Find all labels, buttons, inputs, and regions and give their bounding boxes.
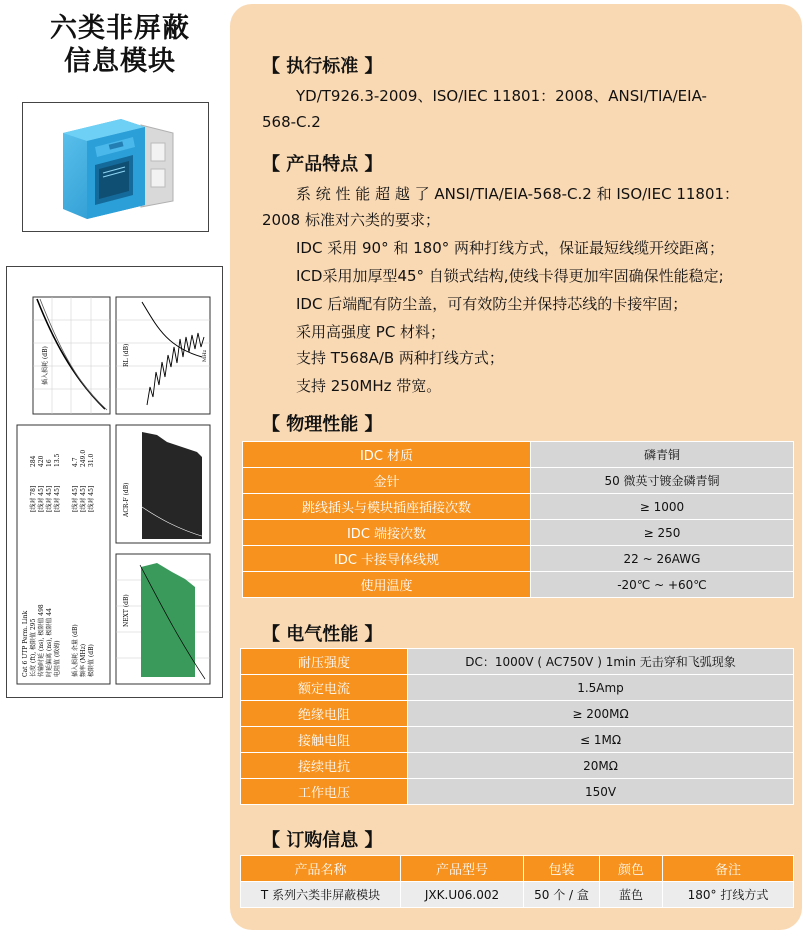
graph-label-insertion-loss: 插入损耗 (dB) — [42, 346, 49, 385]
electrical-row — [241, 779, 794, 805]
electrical-row — [241, 649, 794, 675]
report-line-2: 传输时延 (ns), 极限值 498 — [38, 604, 45, 677]
title-line-1: 六类非屏蔽 — [50, 13, 190, 44]
physical-row — [243, 520, 794, 546]
electrical-table — [240, 648, 794, 805]
report-line-6: 频率 (MHz) — [80, 643, 87, 677]
order-header-row — [241, 856, 794, 882]
physical-key: IDC 材质 — [243, 442, 531, 468]
physical-key: 跳线插头与模块插座插接次数 — [243, 494, 531, 520]
electrical-value: DC：1000V ( AC750V ) 1min 无击穿和飞弧现象 — [408, 649, 794, 675]
electrical-value: 20MΩ — [408, 753, 794, 779]
test-report-graphs — [7, 267, 222, 697]
report-pair-1: [线对 45] — [38, 485, 45, 512]
standard-line-2: 568-C.2 — [262, 113, 321, 131]
feature-line-8: 支持 250MHz 带宽。 — [296, 377, 442, 395]
electrical-row — [241, 675, 794, 701]
report-line-4: 电阻值 (欧姆) — [54, 640, 61, 677]
electrical-key: 额定电流 — [241, 675, 408, 701]
physical-key: 金针 — [243, 468, 531, 494]
report-val-2: 16 — [46, 459, 53, 467]
order-header-package: 包装 — [524, 856, 600, 882]
graph-label-acrf: ACR-F (dB) — [123, 482, 130, 517]
order-row — [241, 882, 794, 908]
physical-value: ≥ 1000 — [531, 494, 794, 520]
physical-value: ≥ 250 — [531, 520, 794, 546]
order-header-model: 产品型号 — [401, 856, 524, 882]
report-pair-5: [线对 45] — [80, 485, 87, 512]
physical-key: 使用温度 — [243, 572, 531, 598]
electrical-row — [241, 701, 794, 727]
report-line-7: 极限值 (dB) — [88, 644, 95, 677]
electrical-key: 接续电抗 — [241, 753, 408, 779]
order-cell-package: 50 个 / 盒 — [524, 882, 600, 908]
standard-line-1: YD/T926.3-2009、ISO/IEC 11801：2008、ANSI/TIA/EIA- — [296, 87, 707, 105]
graph-label-next: NEXT (dB) — [123, 594, 130, 627]
report-pair-6: [线对 45] — [88, 485, 95, 512]
report-val-0: 284 — [30, 455, 37, 467]
electrical-value: ≥ 200MΩ — [408, 701, 794, 727]
feature-line-3: IDC 采用 90° 和 180° 两种打线方式，保证最短线缆开绞距离； — [296, 239, 725, 257]
section-heading-features: 【 产品特点 】 — [262, 154, 383, 175]
report-pair-4: [线对 45] — [72, 485, 79, 512]
order-cell-remark: 180° 打线方式 — [663, 882, 794, 908]
report-val-4: 4.7 — [72, 457, 79, 467]
electrical-value: 1.5Amp — [408, 675, 794, 701]
physical-row — [243, 494, 794, 520]
feature-line-1: 系 统 性 能 超 越 了 ANSI/TIA/EIA-568-C.2 和 ISO/IEC 11801： — [296, 185, 740, 203]
physical-key: IDC 卡接导体线规 — [243, 546, 531, 572]
report-line-3: 时延偏离 (ns), 极限值 44 — [46, 608, 53, 677]
order-cell-color: 蓝色 — [600, 882, 663, 908]
report-line-1: 长度 (ft), 极限值 295 — [30, 618, 37, 677]
graph-label-rl: RL (dB) — [123, 343, 130, 367]
physical-table — [242, 441, 794, 598]
product-photo — [22, 102, 209, 232]
graph-2-x-unit: MHz — [202, 349, 208, 362]
title-line-2: 信息模块 — [64, 46, 176, 77]
physical-row — [243, 572, 794, 598]
order-cell-model: JXK.U06.002 — [401, 882, 524, 908]
keystone-jack-illustration — [23, 103, 208, 231]
report-line-0: Cat 6 UTP Perm. Link — [22, 610, 29, 677]
report-line-5: 插入损耗 余量 (dB) — [72, 624, 79, 677]
electrical-row — [241, 727, 794, 753]
electrical-value: ≤ 1MΩ — [408, 727, 794, 753]
electrical-key: 绝缘电阻 — [241, 701, 408, 727]
feature-line-5: IDC 后端配有防尘盖，可有效防尘并保持芯线的卡接牢固； — [296, 295, 688, 313]
feature-line-6: 采用高强度 PC 材料； — [296, 323, 446, 341]
report-pair-0: [线对 78] — [30, 485, 37, 512]
feature-line-7: 支持 T568A/B 两种打线方式； — [296, 349, 504, 367]
physical-value: -20℃ ~ +60℃ — [531, 572, 794, 598]
feature-line-4: ICD采用加厚型45° 自锁式结构,使线卡得更加牢固确保性能稳定; — [296, 267, 724, 285]
order-cell-name: T 系列六类非屏蔽模块 — [241, 882, 401, 908]
report-val-6: 31.0 — [88, 453, 95, 467]
physical-key: IDC 端接次数 — [243, 520, 531, 546]
section-heading-electrical: 【 电气性能 】 — [262, 624, 383, 645]
report-pair-3: [线对 45] — [54, 485, 61, 512]
order-header-color: 颜色 — [600, 856, 663, 882]
physical-row — [243, 546, 794, 572]
report-pair-2: [线对 45] — [46, 485, 53, 512]
report-val-5: 249.0 — [80, 449, 87, 467]
electrical-key: 工作电压 — [241, 779, 408, 805]
physical-value: 50 微英寸镀金磷青铜 — [531, 468, 794, 494]
order-header-remark: 备注 — [663, 856, 794, 882]
report-val-3: 13.5 — [54, 453, 61, 467]
electrical-row — [241, 753, 794, 779]
electrical-value: 150V — [408, 779, 794, 805]
product-title — [30, 12, 210, 78]
test-report-image — [6, 266, 223, 698]
section-heading-order: 【 订购信息 】 — [262, 830, 383, 851]
order-header-name: 产品名称 — [241, 856, 401, 882]
feature-line-2: 2008 标准对六类的要求； — [262, 211, 440, 229]
physical-value: 磷青铜 — [531, 442, 794, 468]
electrical-key: 接触电阻 — [241, 727, 408, 753]
electrical-key: 耐压强度 — [241, 649, 408, 675]
section-heading-standard: 【 执行标准 】 — [262, 56, 383, 77]
physical-value: 22 ~ 26AWG — [531, 546, 794, 572]
order-table — [240, 855, 794, 908]
physical-row — [243, 442, 794, 468]
report-val-1: 420 — [38, 455, 45, 467]
section-heading-physical: 【 物理性能 】 — [262, 414, 383, 435]
physical-row — [243, 468, 794, 494]
